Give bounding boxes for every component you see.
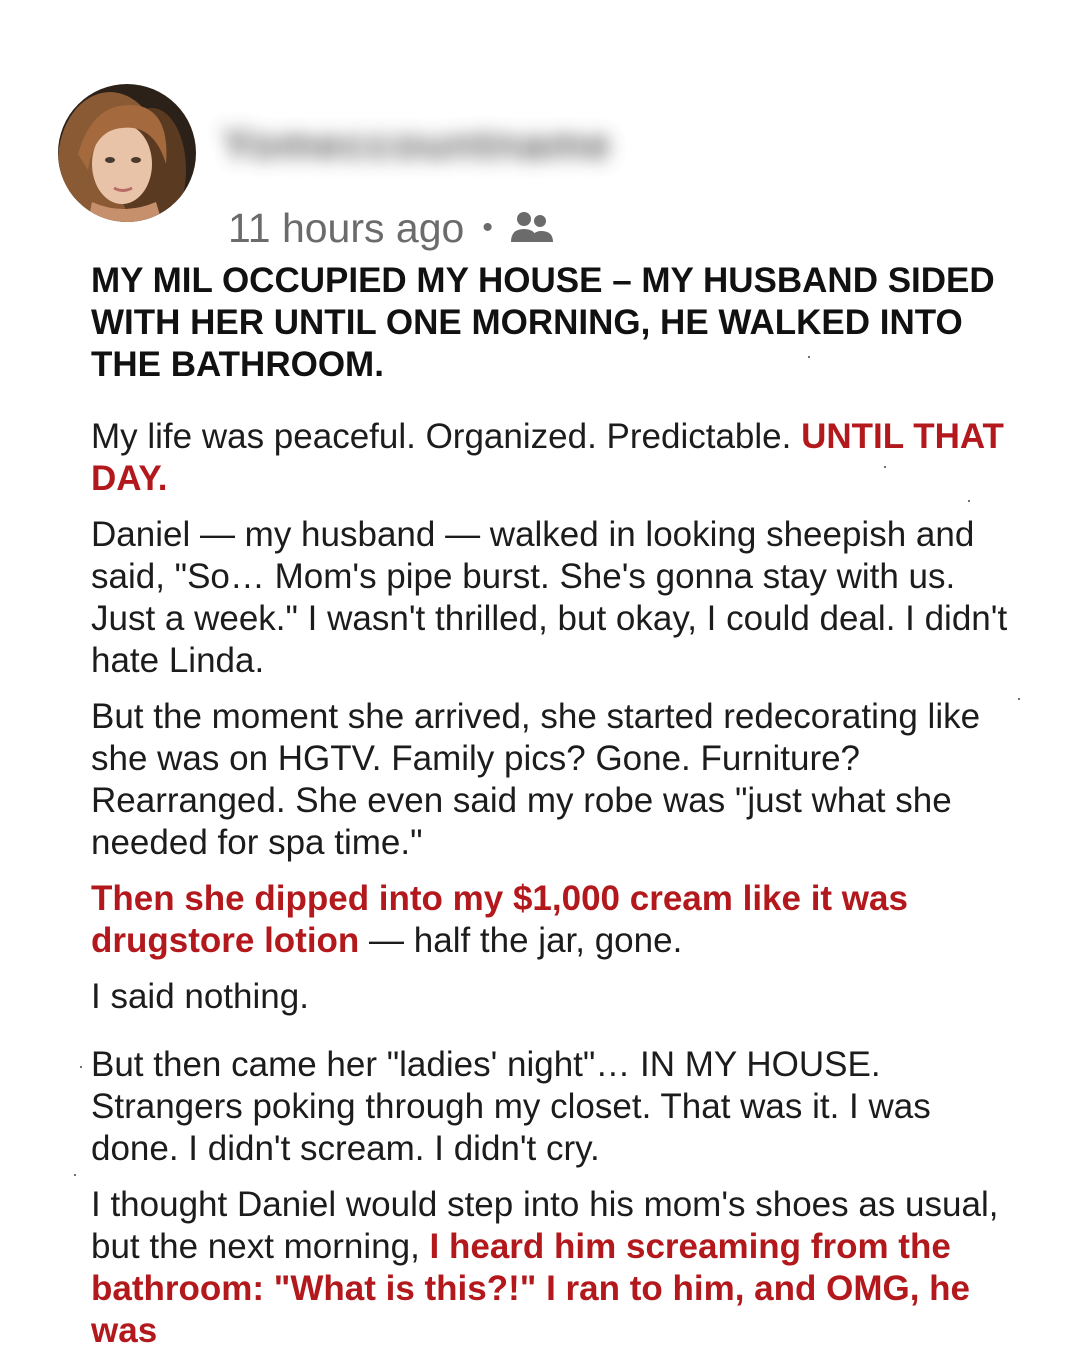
paragraph-1 (91, 416, 1021, 500)
paragraph-5: I said nothing. (91, 977, 309, 1016)
paragraph-4-highlight: Then she dipped into my $1,000 cream like it was drugstore lotion (91, 879, 908, 960)
image-speck (80, 1066, 82, 1068)
paragraph-7 (91, 1184, 1021, 1352)
meta-separator: • (482, 211, 493, 244)
avatar[interactable] (58, 84, 196, 222)
timestamp[interactable]: 11 hours ago (228, 204, 465, 251)
paragraph-4-text: — half the jar, gone. (359, 921, 683, 960)
image-speck (884, 466, 886, 468)
paragraph-2: Daniel — my husband — walked in looking sheepish and said, "So… Mom's pipe burst. She's gonna stay with us. Just a week." I wasn't thrilled, but okay, I could deal. I didn't hate Linda. (91, 515, 1008, 680)
paragraph-3: But the moment she arrived, she started redecorating like she was on HGTV. Family pics? Gone. Furniture? Rearranged. She even said my robe was "just what she needed for spa time." (91, 697, 981, 862)
paragraph-1-highlight: UNTIL THAT DAY. (91, 417, 1004, 498)
image-speck (1018, 698, 1020, 700)
username[interactable]: Yomeccountname (222, 120, 612, 169)
post-body (91, 260, 1021, 1366)
post-meta (228, 202, 555, 254)
paragraph-1-text: My life was peaceful. Organized. Predictable. (91, 417, 802, 456)
paragraph-6: But then came her "ladies' night"… IN MY HOUSE. Strangers poking through my closet. That was it. I was done. I didn't scream. I didn't cry. (91, 1045, 931, 1168)
profile-photo (58, 84, 196, 222)
paragraph-7-text: I thought Daniel would step into his mom's shoes as usual, but the next morning, (91, 1185, 999, 1266)
paragraph-7-highlight: I heard him screaming from the bathroom: "What is this?!" I ran to him, and OMG, he was (91, 1227, 971, 1350)
paragraph-4 (91, 878, 1021, 962)
post-title: MY MIL OCCUPIED MY HOUSE – MY HUSBAND SIDED WITH HER UNTIL ONE MORNING, HE WALKED INTO THE BATHROOM. (91, 261, 995, 384)
image-speck (74, 1174, 76, 1176)
image-speck (968, 500, 970, 502)
image-speck (808, 356, 810, 358)
friends-icon[interactable] (509, 207, 555, 254)
